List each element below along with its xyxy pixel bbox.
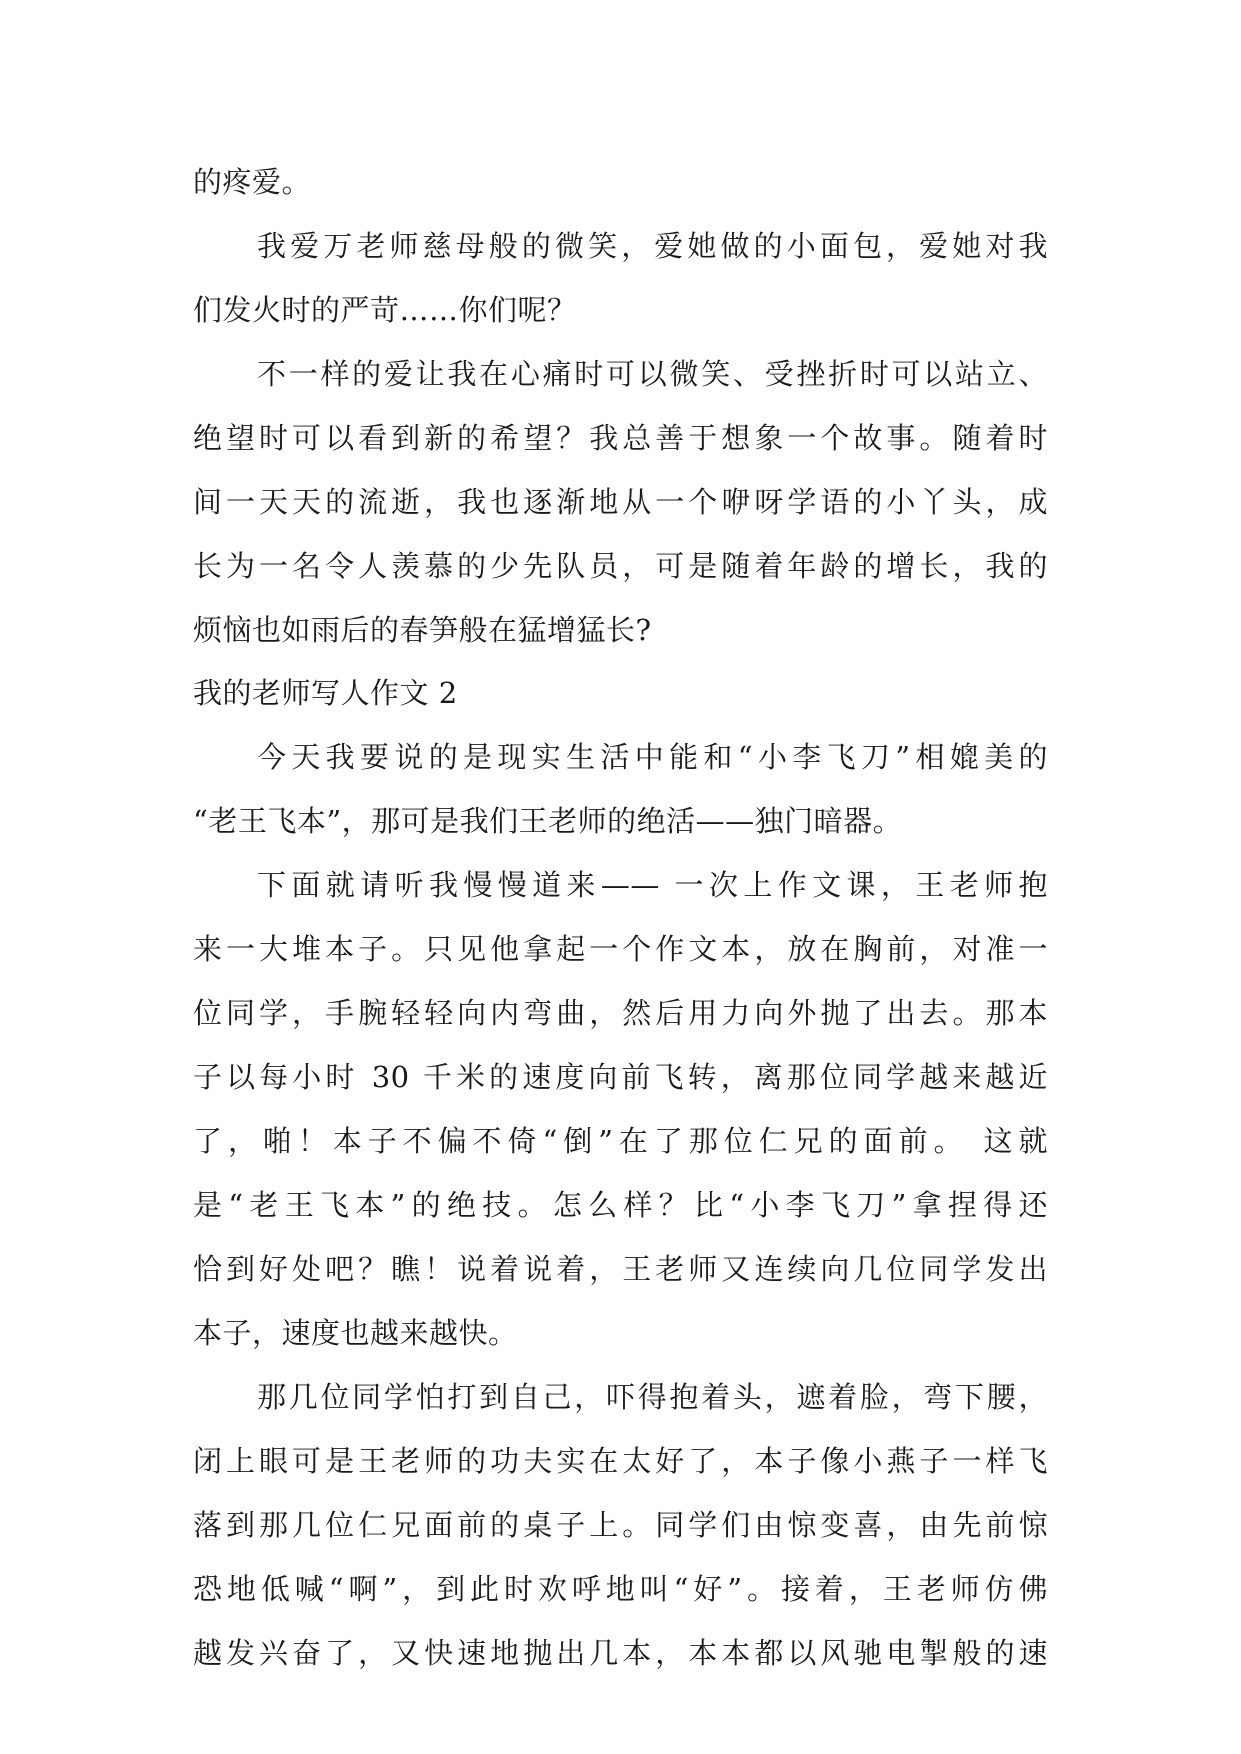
paragraph-line: 下面就请听我慢慢道来—— 一次上作文课，王老师抱 [257, 868, 1048, 902]
paragraph-line: 越发兴奋了，又快速地抛出几本，本本都以风驰电掣般的速 [193, 1636, 1048, 1670]
paragraph-line: 落到那几位仁兄面前的桌子上。同学们由惊变喜，由先前惊 [193, 1508, 1048, 1542]
paragraph-line: 恐地低喊“啊”，到此时欢呼地叫“好”。接着，王老师仿佛 [193, 1572, 1048, 1606]
paragraph-line: 闭上眼可是王老师的功夫实在太好了，本子像小燕子一样飞 [193, 1444, 1048, 1478]
paragraph-line: 今天我要说的是现实生活中能和“小李飞刀”相媲美的 [257, 740, 1048, 774]
paragraph-line: 烦恼也如雨后的春笋般在猛增猛长? [193, 613, 652, 647]
paragraph-line: 了，啪！本子不偏不倚“倒”在了那位仁兄的面前。 这就 [193, 1124, 1048, 1158]
paragraph-line: 恰到好处吧？瞧！说着说着，王老师又连续向几位同学发出 [193, 1252, 1048, 1286]
paragraph-line: 的疼爱。 [193, 165, 312, 199]
paragraph-line: 来一大堆本子。只见他拿起一个作文本，放在胸前，对准一 [193, 932, 1048, 966]
paragraph-line: 子以每小时 30 千米的速度向前飞转，离那位同学越来越近 [193, 1060, 1048, 1094]
paragraph-line: 长为一名令人羡慕的少先队员，可是随着年龄的增长，我的 [193, 549, 1048, 583]
paragraph-line: 是“老王飞本”的绝技。怎么样？比“小李飞刀”拿捏得还 [193, 1188, 1048, 1222]
paragraph-line: 们发火时的严苛……你们呢？ [193, 293, 577, 327]
paragraph-line: 间一天天的流逝，我也逐渐地从一个咿呀学语的小丫头，成 [193, 485, 1048, 519]
paragraph-line: “老王飞本”，那可是我们王老师的绝活——独门暗器。 [193, 804, 903, 838]
paragraph-line: 本子，速度也越来越快。 [193, 1316, 518, 1350]
paragraph-line: 绝望时可以看到新的希望？我总善于想象一个故事。随着时 [193, 421, 1048, 455]
section-heading: 我的老师写人作文 2 [193, 676, 458, 710]
paragraph-line: 我爱万老师慈母般的微笑，爱她做的小面包，爱她对我 [257, 229, 1048, 263]
paragraph-line: 那几位同学怕打到自己，吓得抱着头，遮着脸，弯下腰， [257, 1380, 1048, 1414]
paragraph-line: 不一样的爱让我在心痛时可以微笑、受挫折时可以站立、 [257, 357, 1048, 391]
paragraph-line: 位同学，手腕轻轻向内弯曲，然后用力向外抛了出去。那本 [193, 996, 1048, 1030]
